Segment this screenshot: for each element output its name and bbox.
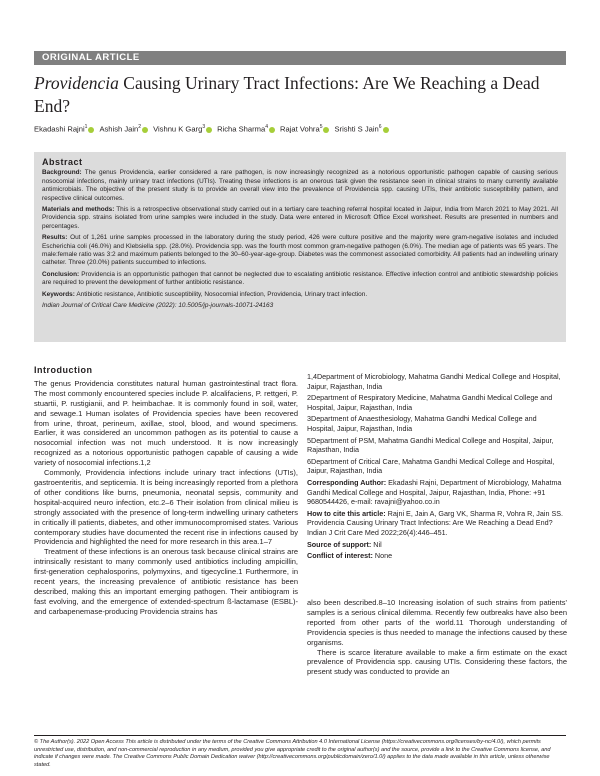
source-of-support: Source of support: Nil bbox=[307, 539, 382, 549]
author[interactable]: Ashish Jain$^2$ bbox=[99, 124, 148, 134]
affiliation: 6Department of Critical Care, Mahatma Gandhi Medical College and Hospital, Jaipur, Rajasthan, India bbox=[307, 456, 555, 476]
orcid-icon[interactable] bbox=[269, 127, 275, 133]
how-to-cite: How to cite this article: Rajni E, Jain A, Garg VK, Sharma R, Vohra R, Jain SS. Providencia Causing Urinary Tract Infections: Are We Reaching a Dead End? Indian J Crit Care Med 2022;26(4):446–451. bbox=[307, 508, 564, 537]
column-two-body bbox=[307, 598, 567, 677]
introduction-section bbox=[34, 366, 298, 617]
affiliation: 1,4Department of Microbiology, Mahatma Gandhi Medical College and Hospital, Jaipur, Rajasthan, India bbox=[307, 372, 561, 391]
journal-citation: Indian Journal of Critical Care Medicine (2022): 10.5005/jp-journals-10071-24163 bbox=[42, 302, 274, 310]
orcid-icon[interactable] bbox=[142, 127, 148, 133]
abstract-results: Results: Out of 1,261 urine samples processed in the laboratory during the study period, 426 were culture positive and the majority were gram-negative isolates and included Escherichia coli (46.0%) and Klebsiella spp. (28.0%). Providencia spp. was the fourth most common gram-negative pathogen (6.0%). The median age of patients was 65 years. The male:female ratio was 3:2 and maximum patients belonged to the 30–60-year-age-group. Diabetes was the commonest associated comorbidity. All patients had an indwelling urinary catheter. Three (20.0%) patients succumbed to infections. bbox=[42, 234, 558, 267]
title-italic: Providencia bbox=[34, 73, 119, 93]
abstract-conclusion: Conclusion: Providencia is an opportunistic pathogen that cannot be neglected due to escalating antibiotic resistance. Effective infection control and antibiotic stewardship policies are required to prevent the development of further antibiotic resistance. bbox=[42, 270, 558, 287]
abstract-box bbox=[34, 152, 566, 342]
affiliations bbox=[307, 372, 565, 563]
affiliation: 2Department of Respiratory Medicine, Mahatma Gandhi Medical College and Hospital, Jaipur, Rajasthan, India bbox=[307, 393, 553, 412]
intro-paragraph: The genus Providencia constitutes natural human gastrointestinal tract flora. The most commonly encountered species include P. alcalifaciens, P. rettgeri, P. stuartii, P. rustigianii, and P. heimbachae. It is commonly found in soil, water, and sewage.1 Human isolates of Providencia species have been recovered from urine, throat, perineum, axillae, stool, blood, and wound specimens. Earlier, it was considered an uncommon pathogen as its potential to cause a nosocomial infection was not much understood. It is now increasingly recognized as a notorious opportunistic pathogen capable of causing a wide variety of nosocomial infections.1,2 bbox=[34, 378, 298, 468]
author[interactable]: Ekadashi Rajni$^1$ bbox=[34, 124, 94, 134]
conflict-of-interest: Conflict of interest: None bbox=[307, 551, 393, 561]
abstract-keywords: Keywords: Antibiotic resistance, Antibiotic susceptibility, Nosocomial infection, Providencia, Urinary tract infection. bbox=[42, 290, 368, 298]
title-rest: Causing Urinary Tract Infections: Are We Reaching a Dead End? bbox=[34, 73, 540, 116]
orcid-icon[interactable] bbox=[323, 127, 329, 133]
author-list bbox=[34, 124, 574, 134]
affiliation: 5Department of PSM, Mahatma Gandhi Medical College and Hospital, Jaipur, Rajasthan, India bbox=[307, 435, 554, 455]
article-title bbox=[34, 72, 574, 118]
abstract-methods: Materials and methods: This is a retrospective observational study carried out in a tertiary care teaching referral hospital located in Jaipur, India from March 2021 to May 2021. All Providencia spp. strains isolated from urine samples were included in the study. Data were entered in Microsoft Office Excel worksheet. Results are presented in numbers and percentages. bbox=[42, 206, 559, 230]
body-paragraph: also been described.8–10 Increasing isolation of such strains from patients' samples is a serious clinical dilemma. Recently few outbreaks have also been reported from other parts of the world.11 Thorough understanding of Providencia species is thus needed to manage the infections caused by these organisms. bbox=[307, 598, 567, 647]
author[interactable]: Rajat Vohra$^5$ bbox=[280, 124, 329, 134]
abstract-heading: Abstract bbox=[42, 157, 83, 167]
orcid-icon[interactable] bbox=[206, 127, 212, 133]
corresponding-author: Corresponding Author: Ekadashi Rajni, Department of Microbiology, Mahatma Gandhi Medical College and Hospital, Jaipur, Rajasthan, India, Phone: +91 9680544426, e-mail: ravajni@yahoo.co.in bbox=[307, 477, 562, 507]
orcid-icon[interactable] bbox=[88, 127, 94, 133]
license-footer: © The Author(s). 2022 Open Access This article is distributed under the terms of the Creative Commons Attribution 4.0 International License (https://creativecommons.org/licenses/by-nc/4.0/), which permits unrestricted use, distribution, and non-commercial reproduction in any medium, provided you give appropriate credit to the original author(s) and the source, provide a link to the Creative Commons license, and indicate if changes were made. The Creative Commons Public Domain Dedication waiver (http://creativecommons.org/publicdomain/zero/1.0/) applies to the data made available in this article, unless otherwise stated. bbox=[34, 739, 551, 768]
orcid-icon[interactable] bbox=[383, 127, 389, 133]
intro-paragraph: Commonly, Providencia infections include urinary tract infections (UTIs), gastroenteritis, and septicemia. It is being increasingly reported from a plethora of other conditions like burns, pneumonia, neonatal sepsis, community and hospital-acquired neuro infection, etc.2–6 Their isolation from clinical milieu is strongly associated with the presence of long-term indwelling urinary catheters in critically ill patients, diabetes, and other immunocompromised states. Various contemporary studies have documented the recent rise in infections caused by Providencia and highlighted the need for more research in this area.1–7 bbox=[34, 468, 298, 547]
author[interactable]: Richa Sharma$^4$ bbox=[217, 124, 275, 134]
section-label: ORIGINAL ARTICLE bbox=[34, 51, 566, 65]
body-paragraph: There is scarce literature available to make a firm estimate on the exact prevalence of Providencia spp. causing UTIs. Considering these factors, the present study was conducted to provide an bbox=[307, 647, 567, 677]
introduction-heading: Introduction bbox=[34, 365, 93, 375]
intro-paragraph: Treatment of these infections is an onerous task because clinical strains are intrinsically resistant to many commonly used antibiotics including ampicillin, first-generation cephalosporins, polymyxins, and tigecycline.1 Furthermore, in recent years, the increasing prevalence of antibiotic resistance has been described, making this an important emerging pathogen. Their antibiogram is fast evolving, and the emergence of extended-spectrum ß-lactamase (ESBL)- and carbapenemase-producing Providencia strains has bbox=[34, 547, 298, 616]
author[interactable]: Srishti S Jain$^6$ bbox=[334, 124, 388, 134]
footer-rule bbox=[34, 735, 566, 736]
author[interactable]: Vishnu K Garg$^3$ bbox=[153, 124, 212, 134]
abstract-background: Background: The genus Providencia, earlier considered a rare pathogen, is now increasingly recognized as a notorious opportunistic pathogen capable of causing serious nosocomial infections, mainly urinary tract infections (UTIs). Treating these infections is an onerous task given the resistance seen in clinical strains to many currently available antimicrobials. The objective of the present study is to provide an overall view into the prevalence of Providencia spp. causing UTIs, their antibiotic susceptibility pattern, and respective clinical outcomes. bbox=[42, 169, 558, 202]
affiliation: 3Department of Anaesthesiology, Mahatma Gandhi Medical College and Hospital, Jaipur, Rajasthan, India bbox=[307, 414, 537, 433]
